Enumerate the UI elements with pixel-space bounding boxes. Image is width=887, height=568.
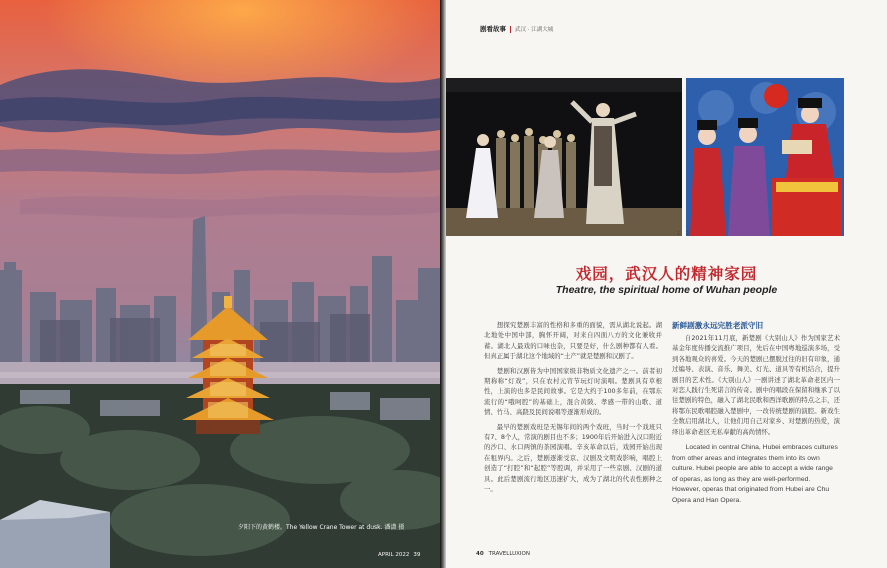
stage-photo-1 (446, 78, 682, 236)
left-page-number: 39 (413, 552, 421, 558)
section-subtitle: 武汉 · 江湖大城 (515, 27, 554, 33)
wuhan-skyline-illustration (0, 0, 440, 568)
paragraph: 想探究楚剧丰富的性格和多重的面貌，需从湖北说起。湖北地处中国中部，胸怀开阔，对来自四面八方的文化兼收并蓄。湖北人最戏的口味也杂，只要是好，什么剧种都有人看。但真正属于湖北这个地域的“土产”就是楚剧和汉剧了。 (484, 321, 662, 361)
issue-date: APRIL 2022 (378, 552, 410, 558)
paragraph: 最早的楚剧戏班是无锡年间的两个戏班，当时一个戏班只有7、8个人，常演的剧目也不多；1900年后开始进入汉口附近的沙口、水口两镇的茶园演唱。辛亥革命以后，戏园开始出现在租界内。之后，楚剧逐渐受京、汉剧及文明戏影响，唱腔上创造了“打腔”和“起腔”等腔调，并采用了一些京剧、汉剧的道具。此后楚剧流行地区迅速扩大，成为了湖北的代表性剧种之一。 (484, 422, 662, 494)
section-header (480, 24, 553, 33)
left-folio (378, 552, 420, 558)
section-divider (510, 26, 511, 33)
opera-costume-illustration (686, 78, 844, 236)
paragraph: 楚剧和汉剧皆为中国国家级非物质文化遗产之一。前者初期称称“灯戏”，只在农村元宵节玩灯时演唱。楚剧具有草根性，上演的也多是民间故事。它是大约于100多年前，在鄂东流行的“哦呵腔”的基础上，混合黄陂、孝感一带的山歌、道情、竹马、高跷及民间说唱等逐渐形成的。 (484, 366, 662, 417)
column-subheading: 新鲜剧激永远完胜老派守旧 (672, 321, 764, 330)
photo-caption: 夕阳下的黄鹤楼。The Yellow Crane Tower at dusk. 潘潇 摄 (238, 524, 405, 531)
section-title: 剧看故事 (480, 25, 506, 33)
stage-photo-2 (686, 78, 844, 236)
right-page-article (446, 0, 887, 568)
opera-stage-illustration (446, 78, 682, 236)
photo-number-1: 1 (677, 231, 681, 237)
photo-number-2: 2 (686, 231, 690, 237)
paragraph: 自2021年11月底，新楚剧《大别山人》作为国家艺术基金年度传播交流推广项目，先后在中国粤地巡演多场，受到各地观众的喜爱。今天的楚剧已摆脱过往的旧有印象，通过编导、表演、音乐、舞美、灯光、道具等有机结合，提升剧目的艺术性。《大别山人》一剧讲述了湖北革命老区内一对恋人践行生死诺言的传奇。剧中的唱段在保留和继承了以往楚剧的特色，融入了湖北民歌和西洋歌剧的特点之丰，还将鄂东民歌唱腔融入楚剧中，一改传统楚剧的演腔。新戏生全数启用湖北人，让他们用自己对家乡、对楚剧的热爱，演绎出革命老区无私奉献的高尚情怀。 (672, 334, 840, 436)
text-column-left (484, 320, 662, 499)
right-folio (476, 551, 530, 557)
magazine-name: TRAVELLUXION (488, 551, 530, 557)
article-title-english: Theatre, the spiritual home of Wuhan people (555, 284, 778, 296)
english-paragraph: Located in central China, Hubei embraces cultures from other areas and integrates them into its own culture. Hubei people are able to accept a wide range of operas, as long as they are well-performed. However, operas that originated from Hubei are Chu Opera and Han Opera. (672, 444, 838, 505)
left-page-photo (0, 0, 440, 568)
right-page-number: 40 (476, 551, 484, 557)
article-title-chinese: 戏园，武汉人的精神家园 (575, 264, 758, 283)
text-column-right (672, 320, 840, 511)
